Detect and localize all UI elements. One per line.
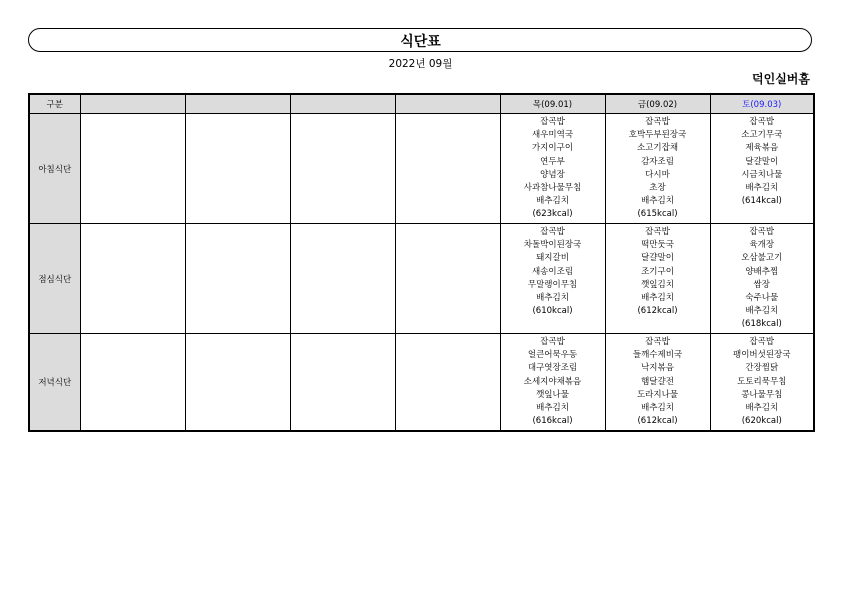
menu-item: 다시마 bbox=[645, 169, 670, 180]
column-header-category: 구분 bbox=[29, 94, 80, 114]
menu-item: 햄달걀전 bbox=[641, 376, 674, 387]
menu-item: (612kcal) bbox=[637, 416, 678, 427]
empty-cell bbox=[395, 114, 500, 224]
menu-item: 배추김치 bbox=[745, 183, 779, 194]
menu-item: 연두부 bbox=[540, 156, 565, 167]
menu-item: (616kcal) bbox=[532, 416, 573, 427]
menu-item: 깻잎나물 bbox=[536, 389, 569, 400]
menu-cell bbox=[605, 334, 710, 432]
menu-item: 배추김치 bbox=[536, 196, 569, 207]
menu-item: 사과참나물무침 bbox=[523, 183, 582, 194]
table-row bbox=[29, 114, 814, 224]
menu-item: 양념장 bbox=[540, 169, 565, 180]
menu-cell bbox=[500, 334, 605, 432]
menu-item: (612kcal) bbox=[637, 306, 678, 317]
menu-item: 떡만둣국 bbox=[641, 240, 674, 251]
table-row bbox=[29, 224, 814, 334]
menu-item: 조기구이 bbox=[641, 266, 674, 277]
menu-cell bbox=[500, 114, 605, 224]
menu-item: 양배추찜 bbox=[745, 266, 779, 277]
menu-item: 잡곡밥 bbox=[540, 227, 565, 237]
menu-item: 간장찜닭 bbox=[745, 363, 779, 374]
menu-item: (615kcal) bbox=[637, 209, 678, 220]
empty-cell bbox=[80, 114, 185, 224]
empty-cell bbox=[80, 334, 185, 432]
menu-item: 소세지야채볶음 bbox=[523, 376, 582, 387]
menu-item: (610kcal) bbox=[532, 306, 573, 317]
menu-item: 잡곡밥 bbox=[645, 117, 670, 127]
menu-cell bbox=[500, 224, 605, 334]
row-label-lunch: 점심식단 bbox=[29, 224, 80, 334]
menu-item: 쌈장 bbox=[753, 279, 770, 290]
menu-item: 새우미역국 bbox=[531, 130, 574, 141]
menu-item: 도토리묵무침 bbox=[737, 376, 787, 387]
menu-item: 숙주나물 bbox=[745, 293, 779, 304]
menu-cell bbox=[605, 114, 710, 224]
menu-item: 배추김치 bbox=[745, 306, 779, 317]
empty-cell bbox=[185, 114, 290, 224]
menu-item: 배추김치 bbox=[745, 403, 779, 414]
menu-item: 콩나물무침 bbox=[741, 389, 783, 400]
menu-item: 오삼불고기 bbox=[741, 253, 783, 264]
menu-item: 달걀말이 bbox=[745, 156, 779, 167]
menu-item: 잡곡밥 bbox=[645, 337, 670, 347]
menu-item: 들깨수제비국 bbox=[632, 350, 683, 361]
menu-item: 호박두부된장국 bbox=[628, 130, 687, 141]
column-header-fri: 금(09.02) bbox=[605, 94, 710, 114]
header-row bbox=[29, 94, 814, 114]
menu-item: 감자조림 bbox=[641, 156, 674, 167]
menu-cell bbox=[710, 114, 814, 224]
meal-table bbox=[28, 93, 815, 432]
empty-cell bbox=[80, 224, 185, 334]
menu-item: 배추김치 bbox=[536, 403, 569, 414]
empty-cell bbox=[395, 334, 500, 432]
empty-cell bbox=[290, 114, 395, 224]
menu-item: 잡곡밥 bbox=[749, 117, 775, 127]
empty-cell bbox=[290, 224, 395, 334]
column-header-blank bbox=[185, 94, 290, 114]
row-label-breakfast: 아침식단 bbox=[29, 114, 80, 224]
menu-item: 깻잎김치 bbox=[641, 279, 674, 290]
menu-item: (618kcal) bbox=[741, 319, 782, 330]
menu-item: (620kcal) bbox=[741, 416, 782, 427]
menu-cell bbox=[710, 334, 814, 432]
menu-cell bbox=[710, 224, 814, 334]
menu-item: 낙지볶음 bbox=[641, 363, 674, 374]
column-header-sat: 토(09.03) bbox=[710, 94, 814, 114]
menu-item: 팽이버섯된장국 bbox=[733, 350, 791, 361]
menu-item: (623kcal) bbox=[532, 209, 573, 220]
menu-item: 잡곡밥 bbox=[540, 337, 565, 347]
menu-item: 배추김치 bbox=[536, 293, 569, 304]
menu-item: 대구엿장조림 bbox=[527, 363, 578, 374]
column-header-thu: 목(09.01) bbox=[500, 94, 605, 114]
column-header-blank bbox=[290, 94, 395, 114]
empty-cell bbox=[395, 224, 500, 334]
menu-cell bbox=[605, 224, 710, 334]
menu-item: 배추김치 bbox=[641, 293, 674, 304]
menu-item: 차돌박이된장국 bbox=[523, 240, 582, 251]
menu-item: 배추김치 bbox=[641, 403, 674, 414]
empty-cell bbox=[185, 224, 290, 334]
menu-item: 잡곡밥 bbox=[749, 227, 775, 237]
menu-item: 육개장 bbox=[749, 240, 775, 251]
menu-item: 배추김치 bbox=[641, 196, 674, 207]
table-row bbox=[29, 334, 814, 432]
menu-item: 소고기잡채 bbox=[636, 143, 679, 154]
menu-item: 무말랭이무침 bbox=[527, 279, 578, 290]
menu-item: 초장 bbox=[649, 183, 666, 194]
column-header-blank bbox=[80, 94, 185, 114]
menu-item: 소고기무국 bbox=[741, 130, 783, 141]
menu-item: 얼큰어묵우동 bbox=[527, 350, 578, 361]
menu-item: 도라지나물 bbox=[636, 389, 679, 400]
menu-item: 잡곡밥 bbox=[540, 117, 565, 127]
menu-item: (614kcal) bbox=[741, 196, 782, 207]
facility-name: 덕인실버홈 bbox=[752, 72, 810, 86]
menu-item: 제육볶음 bbox=[745, 143, 779, 154]
menu-item: 새송이조림 bbox=[531, 266, 574, 277]
menu-item: 시금치나물 bbox=[741, 169, 783, 180]
empty-cell bbox=[290, 334, 395, 432]
menu-item: 잡곡밥 bbox=[749, 337, 775, 347]
menu-item: 잡곡밥 bbox=[645, 227, 670, 237]
menu-item: 돼지갈비 bbox=[536, 253, 569, 264]
empty-cell bbox=[185, 334, 290, 432]
menu-item: 가지이구이 bbox=[531, 143, 574, 154]
column-header-blank bbox=[395, 94, 500, 114]
page-title: 식단표 bbox=[400, 34, 441, 50]
period-label: 2022년 09월 bbox=[388, 58, 453, 70]
row-label-dinner: 저녁식단 bbox=[29, 334, 80, 432]
menu-item: 달걀말이 bbox=[641, 253, 674, 264]
